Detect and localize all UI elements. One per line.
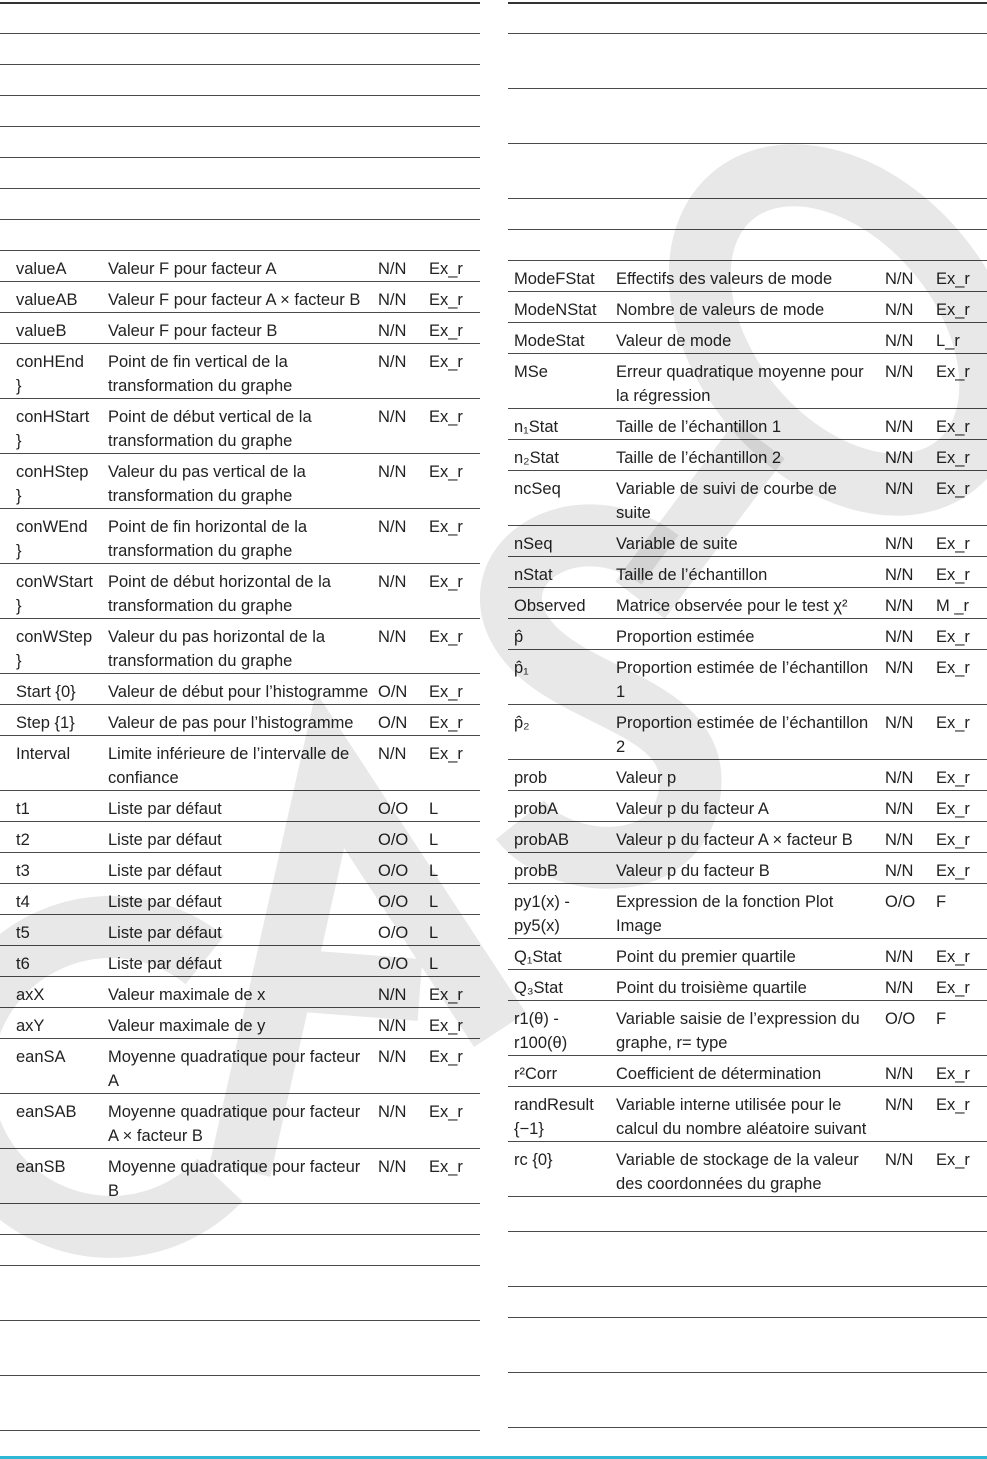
io-flag: N/N xyxy=(378,986,407,1004)
table-row xyxy=(0,1094,480,1149)
io-flag: O/O xyxy=(378,955,409,973)
var-name: axX xyxy=(16,986,45,1004)
description: Moyenne quadratique pour facteur B xyxy=(108,1158,361,1200)
description: Liste par défaut xyxy=(108,924,222,942)
description: Variable interne utilisée pour le calcul du nombre aléatoire suivant xyxy=(616,1096,867,1138)
table-row xyxy=(508,1056,987,1087)
io-flag: N/N xyxy=(885,948,914,966)
io-flag: N/N xyxy=(378,1017,407,1035)
var-name: Interval xyxy=(16,745,71,763)
var-name: conHEnd } xyxy=(16,353,84,395)
table-row xyxy=(508,939,987,970)
description: Valeur du pas vertical de la transformation du graphe xyxy=(108,463,306,505)
io-flag: O/O xyxy=(378,924,409,942)
var-name: Start {0} xyxy=(16,683,76,701)
var-name: rc {0} xyxy=(514,1151,553,1169)
var-name: probAB xyxy=(514,831,570,849)
table-rule xyxy=(508,1372,987,1373)
description: Liste par défaut xyxy=(108,955,222,973)
description: Valeur F pour facteur A × facteur B xyxy=(108,291,361,309)
table-row xyxy=(508,354,987,409)
table-rule xyxy=(0,1430,480,1431)
data-type: L xyxy=(429,831,439,849)
table-rule xyxy=(0,1265,480,1266)
table-rule xyxy=(508,1317,987,1318)
var-name: r1(θ) - r100(θ) xyxy=(514,1010,568,1052)
io-flag: N/N xyxy=(378,745,407,763)
var-name: Q₁Stat xyxy=(514,948,562,966)
table-row xyxy=(0,399,480,454)
var-name: nSeq xyxy=(514,535,553,553)
table-row xyxy=(0,946,480,977)
table-row xyxy=(0,313,480,344)
table-rule xyxy=(0,2,480,4)
table-rule xyxy=(508,33,987,34)
data-type: Ex_r xyxy=(936,862,970,880)
description: Effectifs des valeurs de mode xyxy=(616,270,833,288)
data-type: Ex_r xyxy=(936,418,970,436)
data-type: Ex_r xyxy=(429,291,463,309)
data-type: Ex_r xyxy=(936,714,970,732)
data-type: L xyxy=(429,924,439,942)
data-type: Ex_r xyxy=(936,659,970,677)
io-flag: N/N xyxy=(378,408,407,426)
description: Taille de l’échantillon 2 xyxy=(616,449,782,467)
io-flag: N/N xyxy=(885,480,914,498)
table-row xyxy=(0,344,480,399)
var-name: MSe xyxy=(514,363,548,381)
var-name: p̂₂ xyxy=(514,714,530,732)
table-rule xyxy=(508,1286,987,1287)
data-type: Ex_r xyxy=(936,566,970,584)
var-name: valueAB xyxy=(16,291,78,309)
table-row xyxy=(0,454,480,509)
data-type: L_r xyxy=(936,332,960,350)
description: Variable de suivi de courbe de suite xyxy=(616,480,837,522)
io-flag: N/N xyxy=(885,1065,914,1083)
var-name: valueB xyxy=(16,322,67,340)
var-name: ModeNStat xyxy=(514,301,597,319)
var-name: ModeStat xyxy=(514,332,585,350)
data-type: Ex_r xyxy=(429,518,463,536)
description: Point de début horizontal de la transformation du graphe xyxy=(108,573,331,615)
io-flag: N/N xyxy=(885,332,914,350)
data-type: Ex_r xyxy=(936,535,970,553)
io-flag: N/N xyxy=(885,597,914,615)
data-type: Ex_r xyxy=(936,831,970,849)
table-row xyxy=(0,509,480,564)
data-type: L xyxy=(429,893,439,911)
io-flag: N/N xyxy=(885,628,914,646)
io-flag: N/N xyxy=(885,714,914,732)
description: Proportion estimée de l’échantillon 1 xyxy=(616,659,869,701)
var-name: randResult {−1} xyxy=(514,1096,594,1138)
data-type: Ex_r xyxy=(429,683,463,701)
data-type: F xyxy=(936,893,947,911)
io-flag: N/N xyxy=(885,449,914,467)
var-name: n₂Stat xyxy=(514,449,559,467)
description: Taille de l’échantillon xyxy=(616,566,768,584)
data-type: L xyxy=(429,862,439,880)
io-flag: O/O xyxy=(378,800,409,818)
var-name: prob xyxy=(514,769,548,787)
var-name: eanSB xyxy=(16,1158,66,1176)
description: Proportion estimée xyxy=(616,628,755,646)
description: Matrice observée pour le test χ² xyxy=(616,597,848,615)
table-rule xyxy=(0,95,480,96)
table-row xyxy=(508,619,987,650)
var-name: conWEnd } xyxy=(16,518,88,560)
table-row xyxy=(0,251,480,282)
table-rule xyxy=(508,88,987,89)
table-row xyxy=(508,705,987,760)
io-flag: N/N xyxy=(378,353,407,371)
table-row xyxy=(508,650,987,705)
var-name: conHStart } xyxy=(16,408,90,450)
io-flag: N/N xyxy=(378,291,407,309)
table-rule xyxy=(0,157,480,158)
var-name: Q₃Stat xyxy=(514,979,563,997)
io-flag: N/N xyxy=(378,518,407,536)
table-row xyxy=(508,292,987,323)
description: Expression de la fonction Plot Image xyxy=(616,893,834,935)
table-rule xyxy=(508,1231,987,1232)
var-name: t2 xyxy=(16,831,30,849)
data-type: Ex_r xyxy=(429,1048,463,1066)
data-type: Ex_r xyxy=(936,979,970,997)
data-type: Ex_r xyxy=(429,1158,463,1176)
data-type: Ex_r xyxy=(429,260,463,278)
io-flag: O/N xyxy=(378,683,408,701)
data-type: Ex_r xyxy=(429,353,463,371)
table-row xyxy=(508,526,987,557)
data-type: Ex_r xyxy=(936,1096,970,1114)
description: Variable de stockage de la valeur des coordonnées du graphe xyxy=(616,1151,859,1193)
table-rule xyxy=(508,229,987,230)
data-type: Ex_r xyxy=(429,628,463,646)
description: Point de début vertical de la transformation du graphe xyxy=(108,408,312,450)
table-row xyxy=(508,884,987,939)
table-rule xyxy=(508,143,987,144)
description: Valeur de mode xyxy=(616,332,732,350)
description: Moyenne quadratique pour facteur A × facteur B xyxy=(108,1103,361,1145)
io-flag: N/N xyxy=(885,800,914,818)
data-type: Ex_r xyxy=(936,769,970,787)
var-name: t4 xyxy=(16,893,30,911)
description: Valeur de début pour l’histogramme xyxy=(108,683,369,701)
table-row xyxy=(0,915,480,946)
var-name: ModeFStat xyxy=(514,270,595,288)
var-name: probB xyxy=(514,862,559,880)
data-type: F xyxy=(936,1010,947,1028)
data-type: Ex_r xyxy=(936,363,970,381)
var-name: p̂ xyxy=(514,628,524,646)
table-rule xyxy=(0,219,480,220)
data-type: Ex_r xyxy=(429,1017,463,1035)
description: Erreur quadratique moyenne pour la régression xyxy=(616,363,864,405)
table-row xyxy=(0,282,480,313)
data-type: Ex_r xyxy=(429,986,463,1004)
var-name: conHStep } xyxy=(16,463,89,505)
description: Liste par défaut xyxy=(108,893,222,911)
description: Point du troisième quartile xyxy=(616,979,807,997)
table-row xyxy=(0,1149,480,1204)
var-name: Step {1} xyxy=(16,714,75,732)
io-flag: N/N xyxy=(378,1158,407,1176)
table-row xyxy=(508,588,987,619)
table-row xyxy=(508,1142,987,1197)
table-row xyxy=(0,977,480,1008)
data-type: Ex_r xyxy=(429,714,463,732)
io-flag: N/N xyxy=(378,322,407,340)
table-row xyxy=(508,471,987,526)
table-row xyxy=(508,1001,987,1056)
io-flag: N/N xyxy=(885,831,914,849)
var-name: valueA xyxy=(16,260,67,278)
description: Valeur p du facteur A × facteur B xyxy=(616,831,853,849)
data-type: Ex_r xyxy=(429,1103,463,1121)
var-name: nStat xyxy=(514,566,553,584)
io-flag: N/N xyxy=(378,573,407,591)
data-type: Ex_r xyxy=(936,948,970,966)
data-type: Ex_r xyxy=(936,628,970,646)
table-row xyxy=(0,619,480,674)
table-rule xyxy=(0,33,480,34)
description: Liste par défaut xyxy=(108,831,222,849)
io-flag: N/N xyxy=(378,260,407,278)
table-rule xyxy=(508,198,987,199)
data-type: Ex_r xyxy=(936,480,970,498)
description: Valeur maximale de x xyxy=(108,986,266,1004)
description: Valeur F pour facteur B xyxy=(108,322,278,340)
description: Liste par défaut xyxy=(108,862,222,880)
io-flag: N/N xyxy=(885,535,914,553)
var-name: conWStart } xyxy=(16,573,94,615)
var-name: t6 xyxy=(16,955,30,973)
table-row xyxy=(0,736,480,791)
io-flag: N/N xyxy=(885,862,914,880)
table-row xyxy=(0,674,480,705)
table-row xyxy=(0,1039,480,1094)
table-row xyxy=(0,853,480,884)
io-flag: N/N xyxy=(885,270,914,288)
table-rule xyxy=(508,1427,987,1428)
io-flag: O/O xyxy=(378,831,409,849)
table-row xyxy=(508,557,987,588)
description: Valeur F pour facteur A xyxy=(108,260,277,278)
description: Valeur p du facteur B xyxy=(616,862,770,880)
description: Proportion estimée de l’échantillon 2 xyxy=(616,714,869,756)
var-name: py1(x) - py5(x) xyxy=(514,893,570,935)
io-flag: O/O xyxy=(885,1010,916,1028)
data-type: M _r xyxy=(936,597,969,615)
table-row xyxy=(508,853,987,884)
io-flag: O/O xyxy=(378,893,409,911)
description: Limite inférieure de l’intervalle de confiance xyxy=(108,745,350,787)
table-row xyxy=(0,791,480,822)
io-flag: N/N xyxy=(885,769,914,787)
var-name: t3 xyxy=(16,862,30,880)
data-type: Ex_r xyxy=(936,800,970,818)
table-row xyxy=(508,760,987,791)
data-type: Ex_r xyxy=(429,408,463,426)
table-rule xyxy=(508,2,987,4)
io-flag: N/N xyxy=(885,979,914,997)
table-row xyxy=(508,1087,987,1142)
io-flag: N/N xyxy=(885,1096,914,1114)
description: Valeur du pas horizontal de la transformation du graphe xyxy=(108,628,326,670)
io-flag: N/N xyxy=(378,1103,407,1121)
description: Point du premier quartile xyxy=(616,948,796,966)
data-type: Ex_r xyxy=(936,1065,970,1083)
io-flag: N/N xyxy=(885,301,914,319)
table-row xyxy=(508,261,987,292)
table-row xyxy=(0,705,480,736)
table-row xyxy=(0,564,480,619)
table-row xyxy=(0,1008,480,1039)
description: Taille de l’échantillon 1 xyxy=(616,418,782,436)
io-flag: N/N xyxy=(885,418,914,436)
io-flag: N/N xyxy=(378,1048,407,1066)
data-type: L xyxy=(429,800,439,818)
description: Liste par défaut xyxy=(108,800,222,818)
description: Coefficient de détermination xyxy=(616,1065,822,1083)
description: Valeur de pas pour l’histogramme xyxy=(108,714,354,732)
data-type: Ex_r xyxy=(936,1151,970,1169)
io-flag: O/O xyxy=(885,893,916,911)
table-row xyxy=(508,791,987,822)
io-flag: N/N xyxy=(885,1151,914,1169)
var-name: ncSeq xyxy=(514,480,561,498)
description: Valeur maximale de y xyxy=(108,1017,266,1035)
description: Variable de suite xyxy=(616,535,738,553)
var-name: t1 xyxy=(16,800,30,818)
table-rule xyxy=(0,64,480,65)
io-flag: N/N xyxy=(885,363,914,381)
table-rule xyxy=(0,126,480,127)
var-name: probA xyxy=(514,800,559,818)
data-type: Ex_r xyxy=(429,322,463,340)
var-name: eanSAB xyxy=(16,1103,77,1121)
description: Point de fin vertical de la transformation du graphe xyxy=(108,353,293,395)
data-type: Ex_r xyxy=(429,463,463,481)
var-name: eanSA xyxy=(16,1048,66,1066)
data-type: Ex_r xyxy=(429,573,463,591)
table-row xyxy=(508,970,987,1001)
table-row xyxy=(508,409,987,440)
description: Valeur p xyxy=(616,769,677,787)
table-rule xyxy=(0,1234,480,1235)
io-flag: O/N xyxy=(378,714,408,732)
table-row xyxy=(508,323,987,354)
description: Point de fin horizontal de la transformation du graphe xyxy=(108,518,308,560)
table-row xyxy=(0,822,480,853)
table-row xyxy=(508,440,987,471)
io-flag: N/N xyxy=(885,659,914,677)
var-name: t5 xyxy=(16,924,30,942)
description: Valeur p du facteur A xyxy=(616,800,769,818)
io-flag: N/N xyxy=(378,628,407,646)
table-rule xyxy=(0,1320,480,1321)
var-name: axY xyxy=(16,1017,45,1035)
data-type: Ex_r xyxy=(936,270,970,288)
table-row xyxy=(508,822,987,853)
io-flag: N/N xyxy=(885,566,914,584)
var-name: conWStep } xyxy=(16,628,93,670)
var-name: Observed xyxy=(514,597,586,615)
table-rule xyxy=(0,1375,480,1376)
table-rule xyxy=(0,188,480,189)
var-name: p̂₁ xyxy=(514,659,529,677)
var-name: r²Corr xyxy=(514,1065,558,1083)
io-flag: N/N xyxy=(378,463,407,481)
table-row xyxy=(0,884,480,915)
var-name: n₁Stat xyxy=(514,418,559,436)
io-flag: O/O xyxy=(378,862,409,880)
description: Variable saisie de l’expression du graphe, r= type xyxy=(616,1010,860,1052)
data-type: Ex_r xyxy=(936,301,970,319)
data-type: Ex_r xyxy=(936,449,970,467)
description: Moyenne quadratique pour facteur A xyxy=(108,1048,361,1090)
data-type: Ex_r xyxy=(429,745,463,763)
data-type: L xyxy=(429,955,439,973)
description: Nombre de valeurs de mode xyxy=(616,301,825,319)
